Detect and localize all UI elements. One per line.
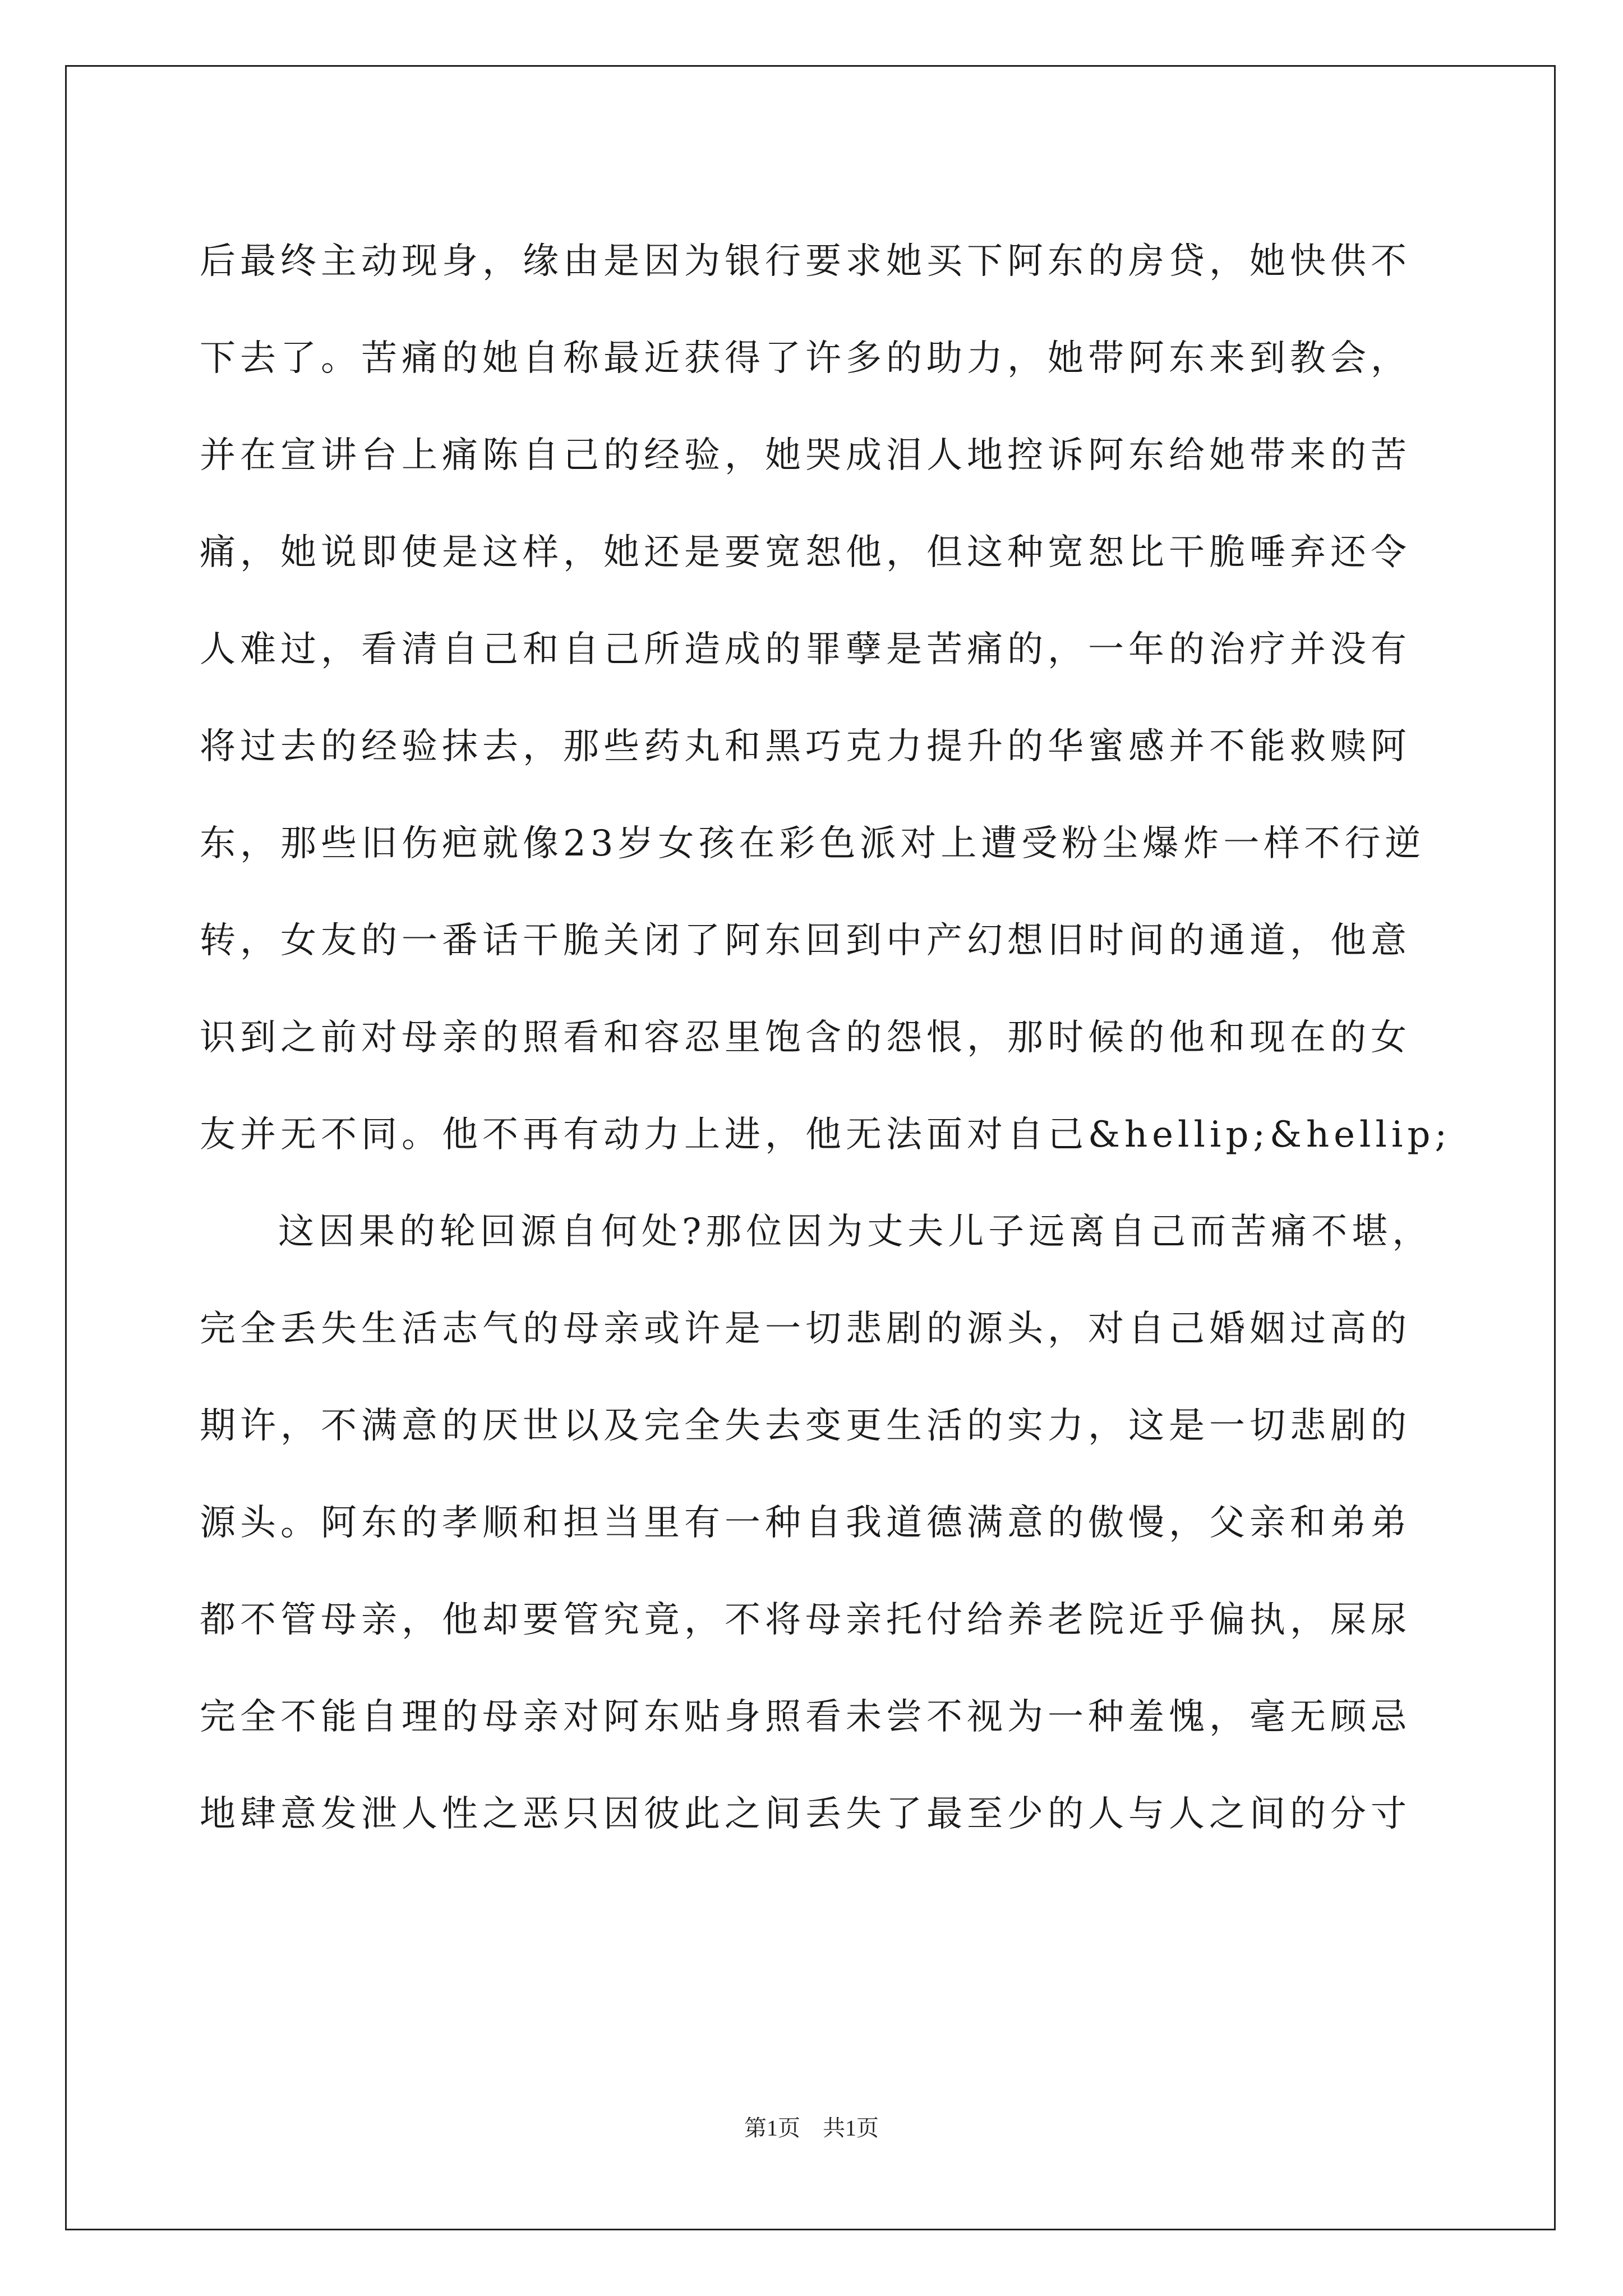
paragraph-2 <box>200 1184 1433 1863</box>
page-number: 第1页 <box>744 2115 800 2141</box>
page-footer <box>0 2110 1623 2142</box>
document-body <box>200 213 1451 1863</box>
text-line: 人难过，看清自己和自己所造成的罪孽是苦痛的，一年的治疗并没有 <box>200 629 1411 670</box>
text-line: 将过去的经验抹去，那些药丸和黑巧克力提升的华蜜感并不能救赎阿 <box>200 726 1411 767</box>
text-line: 源头。阿东的孝顺和担当里有一种自我道德满意的傲慢，父亲和弟弟 <box>200 1502 1411 1544</box>
text-line: 期许，不满意的厌世以及完全失去变更生活的实力，这是一切悲剧的 <box>200 1405 1411 1447</box>
text-line: 识到之前对母亲的照看和容忍里饱含的怨恨，那时候的他和现在的女 <box>200 1017 1411 1059</box>
paragraph-1 <box>200 213 1451 1184</box>
text-line: 友并无不同。他不再有动力上进，他无法面对自己&hellip;&hellip; <box>200 1114 1451 1156</box>
text-line: 这因果的轮回源自何处?那位因为丈夫儿子远离自己而苦痛不堪， <box>278 1211 1433 1253</box>
text-line: 下去了。苦痛的她自称最近获得了许多的助力，她带阿东来到教会， <box>200 338 1411 379</box>
text-line: 后最终主动现身，缘由是因为银行要求她买下阿东的房贷，她快供不 <box>200 241 1411 282</box>
text-line: 完全丢失生活志气的母亲或许是一切悲剧的源头，对自己婚姻过高的 <box>200 1308 1411 1350</box>
page-total: 共1页 <box>823 2115 879 2141</box>
text-line: 都不管母亲，他却要管究竟，不将母亲托付给养老院近乎偏执，屎尿 <box>200 1599 1411 1641</box>
text-line: 地肆意发泄人性之恶只因彼此之间丢失了最至少的人与人之间的分寸 <box>200 1793 1411 1835</box>
text-line: 东，那些旧伤疤就像23岁女孩在彩色派对上遭受粉尘爆炸一样不行逆 <box>200 823 1426 864</box>
text-line: 转，女友的一番话干脆关闭了阿东回到中产幻想旧时间的通道，他意 <box>200 920 1411 961</box>
text-line: 痛，她说即使是这样，她还是要宽恕他，但这种宽恕比干脆唾弃还令 <box>200 532 1411 573</box>
text-line: 完全不能自理的母亲对阿东贴身照看未尝不视为一种羞愧，毫无顾忌 <box>200 1696 1411 1738</box>
text-line: 并在宣讲台上痛陈自己的经验，她哭成泪人地控诉阿东给她带来的苦 <box>200 435 1411 476</box>
